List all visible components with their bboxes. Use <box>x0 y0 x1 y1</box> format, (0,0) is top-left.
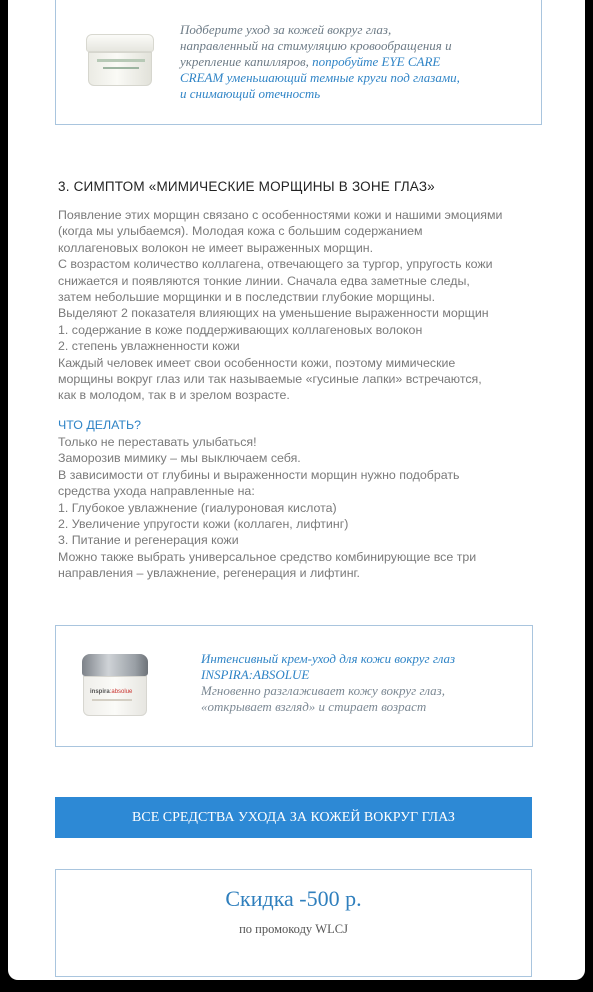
email-page <box>8 0 585 980</box>
eye-care-cream-jar-image[interactable] <box>86 34 154 90</box>
jar-label-band <box>97 59 145 62</box>
list-item: 3. Питание и регенерация кожи <box>58 533 239 548</box>
promo-code-text: по промокоду WLCJ <box>239 922 348 936</box>
list-item: 2. степень увлажненности кожи <box>58 339 240 354</box>
eye-care-cream-link-cont[interactable]: и снимающий отечность <box>180 86 321 101</box>
all-eye-care-products-button[interactable]: ВСЕ СРЕДСТВА УХОДА ЗА КОЖЕЙ ВОКРУГ ГЛАЗ <box>55 797 532 838</box>
promo-eye-care-text <box>180 22 520 102</box>
discount-title: Скидка -500 р. <box>225 886 362 911</box>
advice-line: средства ухода направленные на: <box>58 484 255 499</box>
jar-brand-label <box>90 689 132 695</box>
paragraph-line: Каждый человек имеет свои особенности кожи, поэтому мимические <box>58 355 456 370</box>
eye-care-cream-link-cont[interactable]: CREAM уменьшающий темные круги под глазами, <box>180 70 460 85</box>
paragraph-line: снижается и появляются тонкие линии. Сначала едва заметные следы, <box>58 273 470 288</box>
discount-box <box>55 869 532 977</box>
section-paragraph <box>58 207 558 404</box>
promo-line: укрепление капилляров, <box>180 54 309 69</box>
promo-inspira-absolue[interactable] <box>55 625 533 747</box>
jar-label-line <box>92 699 132 701</box>
promo-line: Подберите уход за кожей вокруг глаз, <box>180 22 392 37</box>
inspira-title-link[interactable]: Интенсивный крем-уход для кожи вокруг глаз <box>201 651 456 666</box>
promo-eye-care-cream[interactable] <box>55 0 542 125</box>
promo-inspira-text <box>201 651 521 715</box>
paragraph-line: морщины вокруг глаз или так называемые «гусиные лапки» встречаются, <box>58 372 482 387</box>
inspira-description: «открывает взгляд» и стирает возраст <box>201 699 427 714</box>
jar-brand-text: inspira <box>90 689 110 695</box>
list-item: 2. Увеличение упругости кожи (коллаген, лифтинг) <box>58 517 349 532</box>
section-heading: 3. СИМПТОМ «МИМИЧЕСКИЕ МОРЩИНЫ В ЗОНЕ ГЛАЗ» <box>58 179 435 194</box>
paragraph-line: (когда мы улыбаемся). Молодая кожа с большим содержанием <box>58 224 423 239</box>
paragraph-line: как в молодом, так в и зрелом возрасте. <box>58 388 290 403</box>
eye-care-cream-link[interactable]: попробуйте EYE CARE <box>312 54 441 69</box>
inspira-description: Мгновенно разглаживает кожу вокруг глаз, <box>201 683 445 698</box>
advice-line: Можно также выбрать универсальное средство комбинирующие все три <box>58 549 477 564</box>
jar-body <box>83 676 147 716</box>
promo-line: направленный на стимуляцию кровообращения и <box>180 38 452 53</box>
advice-line: В зависимости от глубины и выраженности морщин нужно подобрать <box>58 467 460 482</box>
paragraph-line: Появление этих морщин связано с особенностями кожи и нашими эмоциями <box>58 208 503 222</box>
paragraph-line: коллагеновых волокон не имеет выраженных морщин. <box>58 240 374 255</box>
jar-lid <box>86 34 154 52</box>
jar-body <box>88 52 152 86</box>
paragraph-line: С возрастом количество коллагена, отвечающего за тургор, упругость кожи <box>58 257 493 272</box>
list-item: 1. содержание в коже поддерживающих коллагеновых волокон <box>58 322 423 337</box>
advice-paragraph <box>58 434 558 582</box>
advice-line: направления – увлажнение, регенерация и лифтинг. <box>58 566 361 581</box>
paragraph-line: Выделяют 2 показателя влияющих на уменьшение выраженности морщин <box>58 306 489 321</box>
jar-label-line <box>103 67 139 69</box>
list-item: 1. Глубокое увлажнение (гиалуроновая кислота) <box>58 500 337 515</box>
jar-lid <box>82 654 148 676</box>
what-to-do-heading: ЧТО ДЕЛАТЬ? <box>58 418 142 432</box>
inspira-brand-link[interactable]: INSPIRA:ABSOLUE <box>201 667 310 682</box>
advice-line: Только не переставать улыбаться! <box>58 435 257 449</box>
advice-line: Заморозив мимику – мы выключаем себя. <box>58 451 301 466</box>
jar-brand-accent: :absolue <box>109 689 133 695</box>
inspira-absolue-jar-image[interactable] <box>82 654 148 718</box>
paragraph-line: затем небольшие морщинки и в последствии глубокие морщины. <box>58 290 436 305</box>
